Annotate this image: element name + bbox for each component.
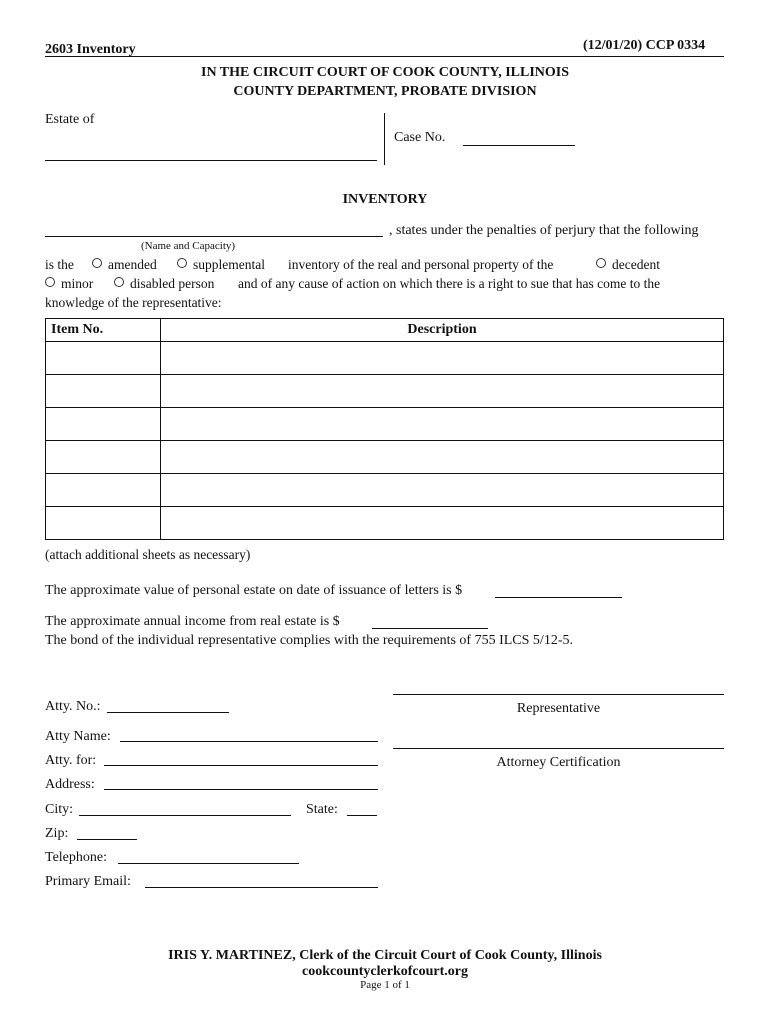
form-code: (12/01/20) CCP 0334 xyxy=(583,38,706,53)
attorney-certification-line[interactable] xyxy=(393,748,724,749)
description-cell[interactable] xyxy=(161,342,724,375)
description-cell[interactable] xyxy=(161,474,724,507)
minor-label: minor xyxy=(61,276,94,291)
bond-statement: The bond of the individual representative complies with the requirements of 755 ILCS 5/12-5. xyxy=(45,633,573,648)
annual-income-field[interactable] xyxy=(372,628,488,629)
table-header-row xyxy=(46,319,724,342)
name-capacity-caption: (Name and Capacity) xyxy=(141,240,236,252)
page-title: INVENTORY xyxy=(342,192,428,207)
disabled-label: disabled person xyxy=(130,276,215,291)
supplemental-option[interactable] xyxy=(177,257,265,273)
disabled-option[interactable] xyxy=(114,276,214,292)
page-number: Page 1 of 1 xyxy=(360,979,410,991)
description-cell[interactable] xyxy=(161,408,724,441)
email-field[interactable] xyxy=(145,887,378,888)
telephone-label: Telephone: xyxy=(45,850,107,865)
header-rule xyxy=(45,56,724,57)
city-label: City: xyxy=(45,802,74,817)
email-label: Primary Email: xyxy=(45,874,131,889)
annual-income-label: The approximate annual income from real estate is $ xyxy=(45,614,340,629)
amended-label: amended xyxy=(108,257,157,272)
estate-label: Estate of xyxy=(45,112,95,127)
perjury-statement: , states under the penalties of perjury that the following xyxy=(389,223,699,238)
table-row xyxy=(46,441,724,474)
item-no-cell[interactable] xyxy=(46,441,161,474)
atty-name-field[interactable] xyxy=(120,741,378,742)
minor-option[interactable] xyxy=(45,276,93,292)
decedent-option[interactable] xyxy=(596,257,660,273)
court-division: COUNTY DEPARTMENT, PROBATE DIVISION xyxy=(233,84,537,99)
caption-divider xyxy=(384,113,385,165)
description-header: Description xyxy=(161,319,724,342)
description-cell[interactable] xyxy=(161,375,724,408)
disabled-radio[interactable] xyxy=(114,277,124,287)
name-capacity-field[interactable] xyxy=(45,236,383,237)
cause-of-action-text: and of any cause of action on which there is a right to sue that has come to the xyxy=(238,276,661,291)
item-no-header: Item No. xyxy=(46,319,161,342)
estate-field[interactable] xyxy=(45,160,377,161)
description-cell[interactable] xyxy=(161,441,724,474)
item-no-cell[interactable] xyxy=(46,375,161,408)
table-row xyxy=(46,408,724,441)
representative-label: Representative xyxy=(516,701,601,716)
zip-field[interactable] xyxy=(77,839,137,840)
item-no-cell[interactable] xyxy=(46,342,161,375)
form-id: 2603 Inventory xyxy=(45,42,136,57)
atty-no-label: Atty. No.: xyxy=(45,699,101,714)
item-no-cell[interactable] xyxy=(46,507,161,540)
zip-label: Zip: xyxy=(45,826,69,841)
attach-note: (attach additional sheets as necessary) xyxy=(45,547,251,562)
atty-for-field[interactable] xyxy=(104,765,378,766)
state-field[interactable] xyxy=(347,815,377,816)
clerk-name: IRIS Y. MARTINEZ, Clerk of the Circuit Court of Cook County, Illinois xyxy=(168,948,602,963)
address-field[interactable] xyxy=(104,789,378,790)
representative-signature-line[interactable] xyxy=(393,694,724,695)
atty-for-label: Atty. for: xyxy=(45,753,97,768)
inventory-of-text: inventory of the real and personal property of the xyxy=(288,257,554,272)
city-field[interactable] xyxy=(79,815,291,816)
decedent-radio[interactable] xyxy=(596,258,606,268)
case-no-field[interactable] xyxy=(463,145,575,146)
item-no-cell[interactable] xyxy=(46,408,161,441)
table-row xyxy=(46,474,724,507)
is-the-label: is the xyxy=(45,257,74,272)
supplemental-radio[interactable] xyxy=(177,258,187,268)
atty-name-label: Atty Name: xyxy=(45,729,111,744)
clerk-website[interactable]: cookcountyclerkofcourt.org xyxy=(301,964,469,979)
personal-estate-field[interactable] xyxy=(495,597,622,598)
attorney-certification-label: Attorney Certification xyxy=(496,755,621,770)
amended-radio[interactable] xyxy=(92,258,102,268)
address-label: Address: xyxy=(45,777,95,792)
state-label: State: xyxy=(306,802,338,817)
supplemental-label: supplemental xyxy=(193,257,265,272)
personal-estate-label: The approximate value of personal estate on date of issuance of letters is $ xyxy=(45,583,463,598)
atty-no-field[interactable] xyxy=(107,712,229,713)
description-cell[interactable] xyxy=(161,507,724,540)
minor-radio[interactable] xyxy=(45,277,55,287)
item-no-cell[interactable] xyxy=(46,474,161,507)
table-row xyxy=(46,507,724,540)
court-name: IN THE CIRCUIT COURT OF COOK COUNTY, ILLINOIS xyxy=(201,65,569,80)
inventory-table xyxy=(45,318,724,540)
table-row xyxy=(46,375,724,408)
table-row xyxy=(46,342,724,375)
case-no-label: Case No. xyxy=(394,130,446,145)
knowledge-text: knowledge of the representative: xyxy=(45,295,222,310)
telephone-field[interactable] xyxy=(118,863,299,864)
decedent-label: decedent xyxy=(612,257,660,272)
amended-option[interactable] xyxy=(92,257,157,273)
